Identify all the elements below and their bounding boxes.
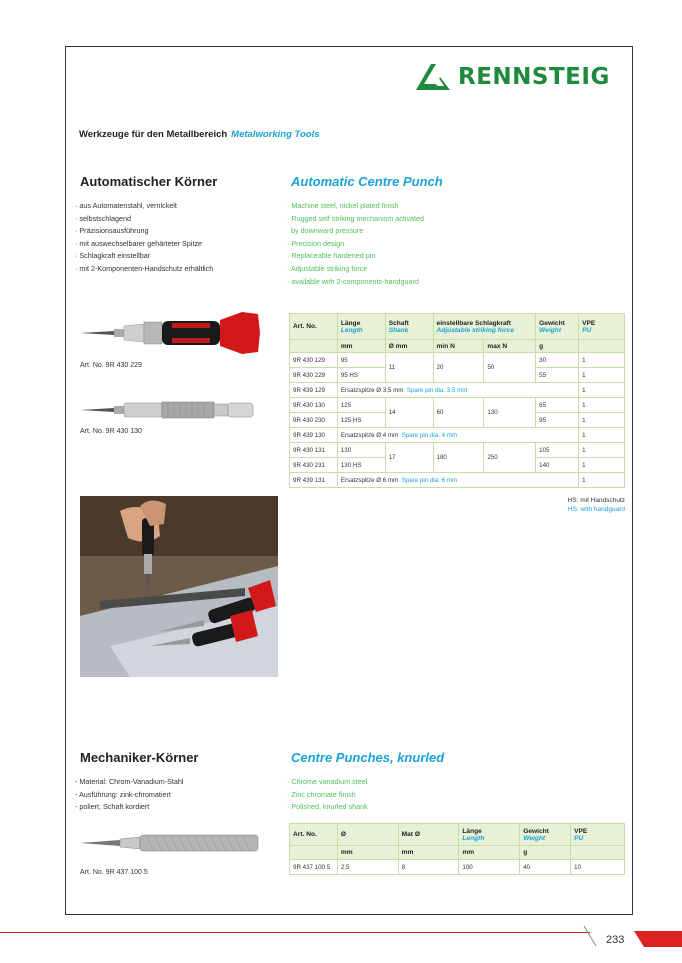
- product2-title-en: Centre Punches, knurled: [291, 750, 445, 765]
- footer-line: [0, 932, 590, 933]
- product1-img1-artno: Art. No. 9R 430 229: [80, 362, 142, 369]
- feature-de: · Schlagkraft einstellbar: [75, 251, 151, 261]
- section-title-en: Metalworking Tools: [231, 129, 320, 140]
- feature-en: · Precision design: [287, 238, 345, 248]
- table-row: 9R 430 129 95 11 20 50 30 1: [290, 353, 625, 368]
- table-row: 9R 437 100 5 2,5 8 100 40 10: [290, 860, 625, 875]
- table-header-row: Art. No. Ø Mat Ø Länge Length Gewicht Weight VPE PU: [290, 824, 625, 846]
- table-row-spare: 9R 439 130 Ersatzspitze Ø 4 mm Spare pin dia. 4 mm 1: [290, 428, 625, 443]
- feature-de: - Ausführung: zink-chromatiert: [75, 789, 171, 799]
- handguard-note: HS: mit Handschutz HS: with handguard: [567, 497, 625, 513]
- product1-features-de: [75, 200, 213, 276]
- knurled-punch-image: [80, 832, 264, 854]
- brand-logo: [414, 60, 610, 94]
- table-unit-row: mm mm mm g: [290, 846, 625, 860]
- feature-en: · Replaceable hardened pin: [287, 251, 376, 261]
- section-title-de: Werkzeuge für den Metallbereich: [79, 129, 228, 140]
- automatic-punch-image: [80, 398, 255, 422]
- product2-features-en: [287, 776, 368, 814]
- table-row: 9R 430 231 130 HS 140 1: [290, 458, 625, 473]
- feature-en: · Machine steel, nickel plated finish: [287, 201, 399, 210]
- product2-artno: Art. No. 9R 437 100 5: [80, 869, 148, 876]
- table-unit-row: mm Ø mm min N max N g: [290, 340, 625, 353]
- feature-en: · Adjustable striking force: [287, 263, 368, 273]
- table-row: 9R 430 229 95 HS 55 1: [290, 368, 625, 383]
- page-number: 233: [606, 934, 625, 946]
- col-shank: Schaft Shank: [385, 314, 433, 340]
- col-length: Länge Length: [337, 314, 385, 340]
- product1-title-en: Automatic Centre Punch: [291, 174, 443, 189]
- product2-spec-table: [289, 823, 625, 875]
- automatic-punch-handguard-image: [80, 310, 262, 356]
- product1-spec-table: [289, 313, 625, 488]
- product2-features-de: [75, 776, 184, 814]
- table-row: 9R 430 131 130 17 180 250 105 1: [290, 443, 625, 458]
- rennsteig-logo-icon: [414, 62, 452, 92]
- col-art: Art. No.: [290, 314, 338, 340]
- col-weight: Gewicht Weight: [536, 314, 579, 340]
- feature-de: · aus Automatenstahl, vernickelt: [75, 201, 177, 210]
- feature-de: · mit 2-Komponenten-Handschutz erhältlich: [75, 263, 214, 273]
- feature-en: · Polished, knurled shank: [287, 802, 368, 812]
- feature-de: · selbstschlagend: [75, 213, 131, 223]
- usage-photo: [80, 496, 278, 677]
- feature-de: · Präzisionsausführung: [75, 226, 149, 236]
- footer-red-tab: [634, 931, 682, 947]
- feature-en: by downward pressure: [291, 226, 364, 236]
- col-pu: VPE PU: [579, 314, 625, 340]
- table-row: 9R 430 230 125 HS 95 1: [290, 413, 625, 428]
- table-row-spare: 9R 439 131 Ersatzspitze Ø 6 mm Spare pin dia. 6 mm 1: [290, 473, 625, 488]
- product2-title-de: Mechaniker-Körner: [80, 750, 199, 765]
- product1-title-de: Automatischer Körner: [80, 174, 218, 189]
- brand-name: RENNSTEIG: [458, 64, 610, 90]
- feature-en: · available with 2-components-handguard: [287, 276, 419, 286]
- col-striking: einstellbare Schlagkraft Adjustable striking force: [433, 314, 536, 340]
- table-row-spare: 9R 439 129 Ersatzspitze Ø 3,5 mm Spare pin dia. 3,5 mm 1: [290, 383, 625, 398]
- section-title: [79, 129, 320, 140]
- feature-de: - poliert, Schaft kordiert: [75, 802, 150, 812]
- feature-en: · Chrome vanadium steel: [287, 777, 368, 786]
- table-header-row: [290, 314, 625, 340]
- product1-features-en: [287, 200, 424, 288]
- footer-divider-icon: [582, 924, 598, 948]
- feature-en: · Rugged self striking mechanism activated: [287, 213, 425, 223]
- table-row: 9R 430 130 125 14 60 130 65 1: [290, 398, 625, 413]
- feature-en: · Zinc chromate finish: [287, 789, 356, 799]
- feature-de: · mit auswechselbarer gehärteter Spitze: [75, 238, 203, 248]
- feature-de: - Material: Chrom-Vanadium-Stahl: [75, 777, 184, 786]
- product1-img2-artno: Art. No. 9R 430 130: [80, 428, 142, 435]
